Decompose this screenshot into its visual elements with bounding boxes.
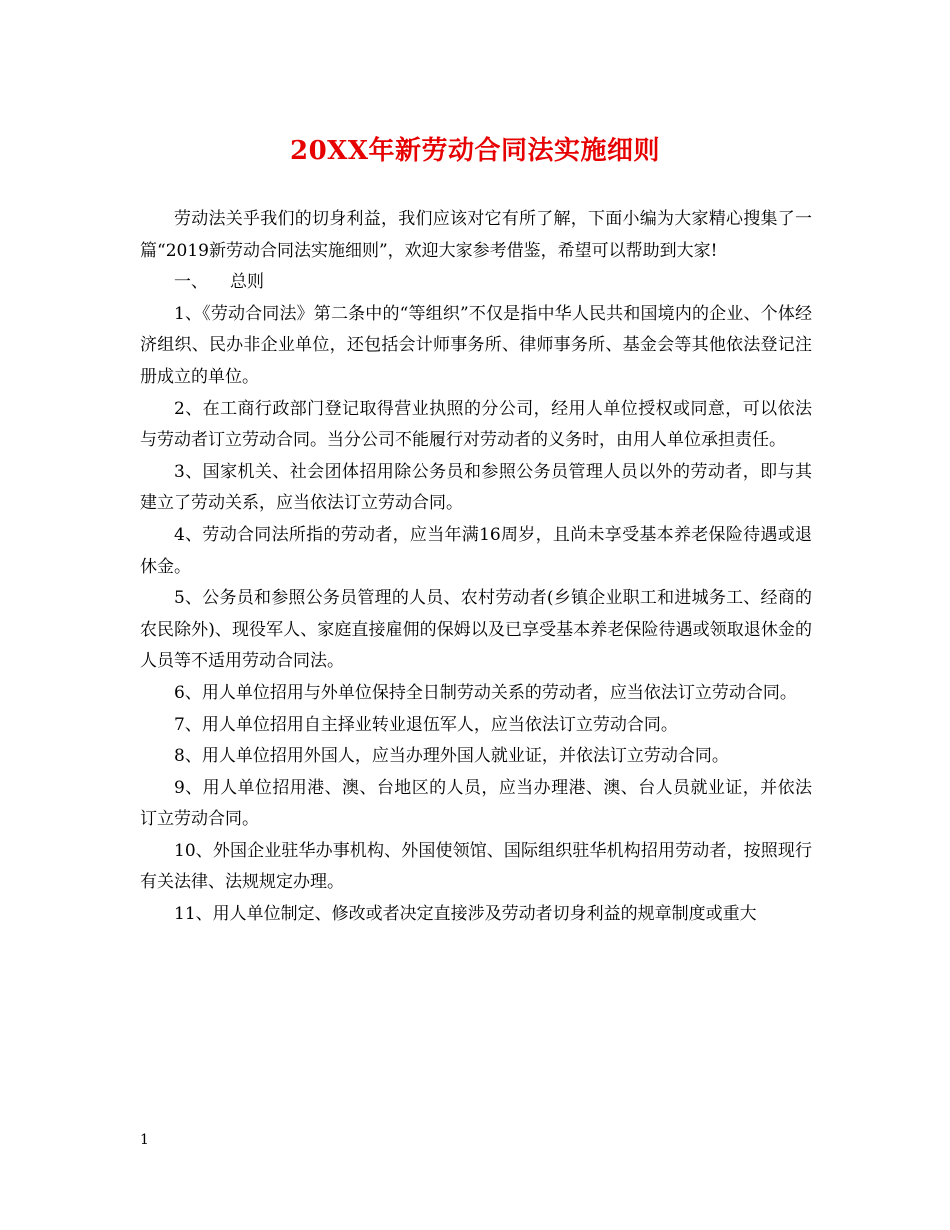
- section-label: 总则: [230, 272, 264, 293]
- clause-item: 3、国家机关、社会团体招用除公务员和参照公务员管理人员以外的劳动者，即与其建立了劳动关系，应当依法订立劳动合同。: [140, 461, 812, 514]
- clause-item: 4、劳动合同法所指的劳动者，应当年满16周岁，且尚未享受基本养老保险待遇或退休金。: [140, 524, 812, 577]
- page-number: 1: [140, 1132, 149, 1148]
- clause-item: 8、用人单位招用外国人，应当办理外国人就业证，并依法订立劳动合同。: [174, 746, 729, 767]
- clause-item: 6、用人单位招用与外单位保持全日制劳动关系的劳动者，应当依法订立劳动合同。: [174, 682, 797, 703]
- clause-item: 1、《劳动合同法》第二条中的“等组织”不仅是指中华人民共和国境内的企业、个体经济组织、民办非企业单位，还包括会计师事务所、律师事务所、基金会等其他依法登记注册成立的单位。: [140, 303, 812, 387]
- clause-item: 9、用人单位招用港、澳、台地区的人员，应当办理港、澳、台人员就业证，并依法订立劳动合同。: [140, 777, 812, 830]
- clause-item: 5、公务员和参照公务员管理的人员、农村劳动者(乡镇企业职工和进城务工、经商的农民除外)、现役军人、家庭直接雇佣的保姆以及已享受基本养老保险待遇或领取退休金的人员等不适用劳动合同法。: [140, 588, 812, 672]
- document-title: 20XX年新劳动合同法实施细则: [289, 136, 661, 166]
- document-body: [140, 204, 812, 931]
- clause-item: 2、在工商行政部门登记取得营业执照的分公司，经用人单位授权或同意，可以依法与劳动者订立劳动合同。当分公司不能履行对劳动者的义务时，由用人单位承担责任。: [140, 398, 812, 451]
- section-heading: [140, 267, 812, 299]
- intro-paragraph: 劳动法关乎我们的切身利益，我们应该对它有所了解，下面小编为大家精心搜集了一篇“2019新劳动合同法实施细则”，欢迎大家参考借鉴，希望可以帮助到大家!: [140, 209, 812, 261]
- clause-item: 7、用人单位招用自主择业转业退伍军人，应当依法订立劳动合同。: [174, 714, 678, 735]
- section-number: 一、: [174, 272, 208, 293]
- clause-item: 10、外国企业驻华办事机构、外国使领馆、国际组织驻华机构招用劳动者，按照现行有关法律、法规规定办理。: [140, 840, 812, 893]
- clause-item: 11、用人单位制定、修改或者决定直接涉及劳动者切身利益的规章制度或重大: [174, 904, 757, 925]
